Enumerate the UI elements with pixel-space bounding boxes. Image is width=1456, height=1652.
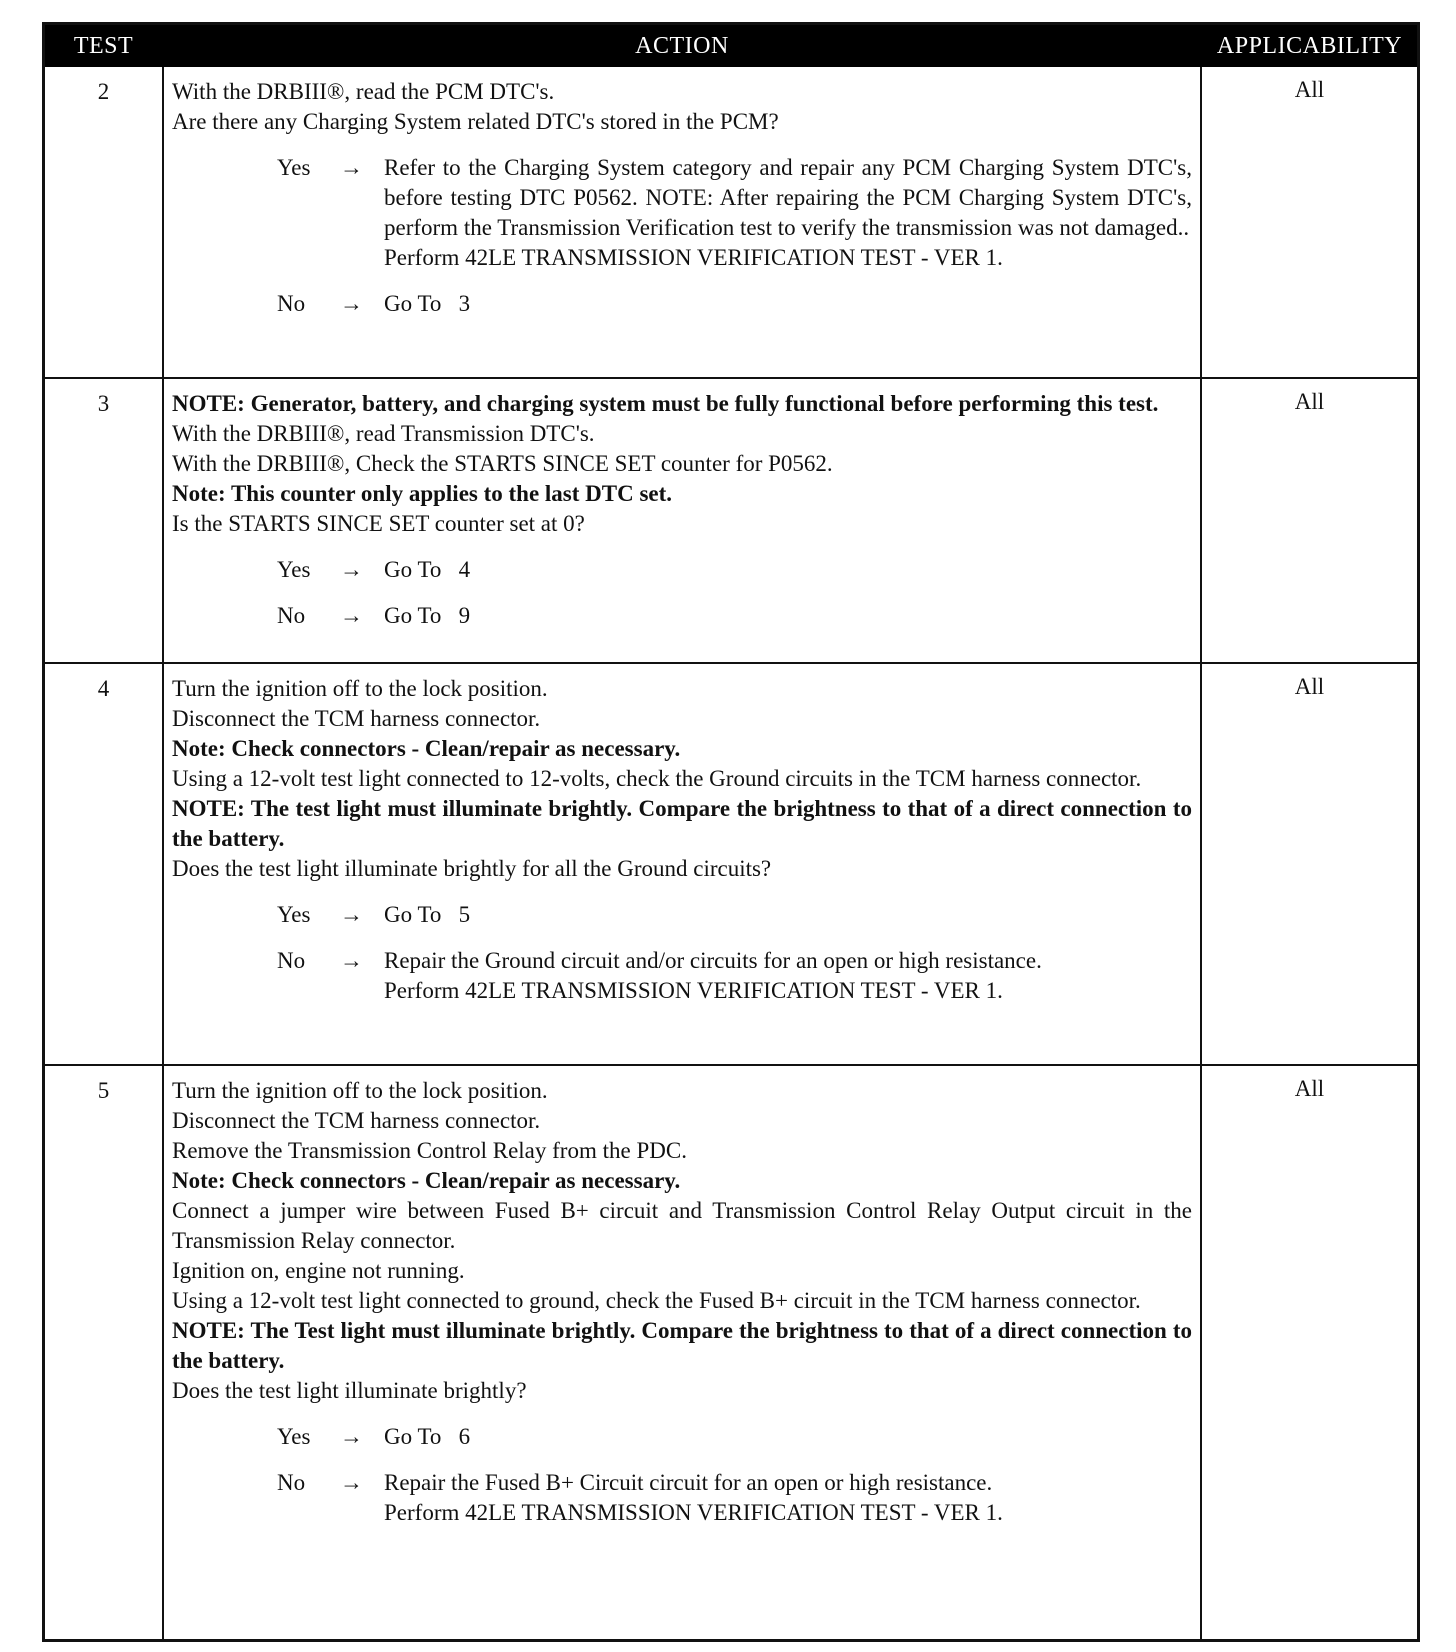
response-label: No [277, 1470, 306, 1495]
response-label: Yes [277, 1424, 311, 1449]
response-text: Refer to the Charging System category and repair any PCM Charging System DTC's, before testing DTC P0562. NOTE: After repairing the PCM Charging System DTC's, perform the Transmission Verification test to verify the transmission was not damaged.. [384, 155, 1192, 240]
action-line: Using a 12-volt test light connected to 12-volts, check the Ground circuits in the TCM harness connector. [172, 766, 1142, 791]
action-line: With the DRBIII®, read the PCM DTC's. [172, 79, 555, 104]
table-row-test-4 [45, 662, 1417, 1066]
response-yes [172, 1422, 1192, 1452]
response-yes [172, 153, 1192, 273]
response-label: Yes [277, 557, 311, 582]
action-line: Is the STARTS SINCE SET counter set at 0? [172, 511, 585, 536]
response-label: No [277, 948, 306, 973]
test-number: 5 [97, 1078, 110, 1103]
applicability-value: All [1294, 674, 1325, 699]
arrow-icon: → [340, 155, 363, 180]
applicability-value: All [1294, 389, 1325, 414]
response-text: Perform 42LE TRANSMISSION VERIFICATION TEST - VER 1. [384, 978, 1003, 1003]
action-line: Disconnect the TCM harness connector. [172, 1108, 541, 1133]
action-cell [162, 67, 1202, 377]
response-no [172, 946, 1192, 1006]
arrow-icon: → [340, 902, 363, 927]
arrow-icon: → [340, 291, 363, 316]
applicability-value: All [1294, 1076, 1325, 1101]
arrow-icon: → [340, 557, 363, 582]
arrow-icon: → [340, 1424, 363, 1449]
table-header [45, 25, 1417, 67]
note-line: NOTE: Generator, battery, and charging system must be fully functional before performing this test. [172, 391, 1159, 416]
action-cell [162, 664, 1202, 1066]
response-text: Go To 6 [384, 1424, 471, 1449]
action-line: Disconnect the TCM harness connector. [172, 706, 541, 731]
action-line: Does the test light illuminate brightly for all the Ground circuits? [172, 856, 772, 881]
response-text: Go To 9 [384, 603, 471, 628]
action-cell [162, 379, 1202, 664]
header-applicability: APPLICABILITY [1216, 33, 1403, 59]
action-line: Using a 12-volt test light connected to ground, check the Fused B+ circuit in the TCM harness connector. [172, 1288, 1141, 1313]
action-line: Ignition on, engine not running. [172, 1258, 465, 1283]
action-line: Connect a jumper wire between Fused B+ circuit and Transmission Control Relay Output circuit in the Transmission Relay connector. [172, 1198, 1192, 1253]
action-line: With the DRBIII®, read Transmission DTC's. [172, 421, 595, 446]
test-number: 3 [97, 391, 110, 416]
response-yes [172, 555, 1192, 585]
action-line: Remove the Transmission Control Relay from the PDC. [172, 1138, 687, 1163]
applicability-value: All [1294, 77, 1325, 102]
response-text: Go To 3 [384, 291, 471, 316]
test-number: 2 [97, 79, 110, 104]
note-line: NOTE: The Test light must illuminate brightly. Compare the brightness to that of a direct connection to the battery. [172, 1318, 1192, 1373]
header-test: TEST [73, 33, 134, 59]
response-label: Yes [277, 902, 311, 927]
response-no [172, 1468, 1192, 1528]
diagnostic-table [42, 22, 1420, 1642]
action-line: Are there any Charging System related DTC's stored in the PCM? [172, 109, 779, 134]
note-line: Note: Check connectors - Clean/repair as necessary. [172, 736, 681, 761]
action-line: Does the test light illuminate brightly? [172, 1378, 527, 1403]
action-line: With the DRBIII®, Check the STARTS SINCE SET counter for P0562. [172, 451, 833, 476]
response-label: No [277, 603, 306, 628]
note-line: NOTE: The test light must illuminate brightly. Compare the brightness to that of a direct connection to the battery. [172, 796, 1192, 851]
response-text: Perform 42LE TRANSMISSION VERIFICATION TEST - VER 1. [384, 245, 1003, 270]
response-text: Perform 42LE TRANSMISSION VERIFICATION TEST - VER 1. [384, 1500, 1003, 1525]
response-yes [172, 900, 1192, 930]
response-text: Repair the Ground circuit and/or circuits for an open or high resistance. [384, 948, 1042, 973]
test-number: 4 [97, 676, 110, 701]
response-text: Go To 5 [384, 902, 471, 927]
response-no [172, 289, 1192, 319]
note-line: Note: This counter only applies to the last DTC set. [172, 481, 673, 506]
response-text: Go To 4 [384, 557, 471, 582]
response-label: Yes [277, 155, 311, 180]
table-row-test-3 [45, 377, 1417, 664]
response-label: No [277, 291, 306, 316]
action-line: Turn the ignition off to the lock position. [172, 1078, 548, 1103]
arrow-icon: → [340, 948, 363, 973]
note-line: Note: Check connectors - Clean/repair as necessary. [172, 1168, 681, 1193]
table-row-test-2 [45, 67, 1417, 377]
response-text: Repair the Fused B+ Circuit circuit for an open or high resistance. [384, 1470, 993, 1495]
arrow-icon: → [340, 1470, 363, 1495]
arrow-icon: → [340, 603, 363, 628]
action-cell [162, 1066, 1202, 1639]
response-no [172, 601, 1192, 631]
header-action: ACTION [635, 33, 729, 59]
table-row-test-5 [45, 1064, 1417, 1639]
action-line: Turn the ignition off to the lock position. [172, 676, 548, 701]
